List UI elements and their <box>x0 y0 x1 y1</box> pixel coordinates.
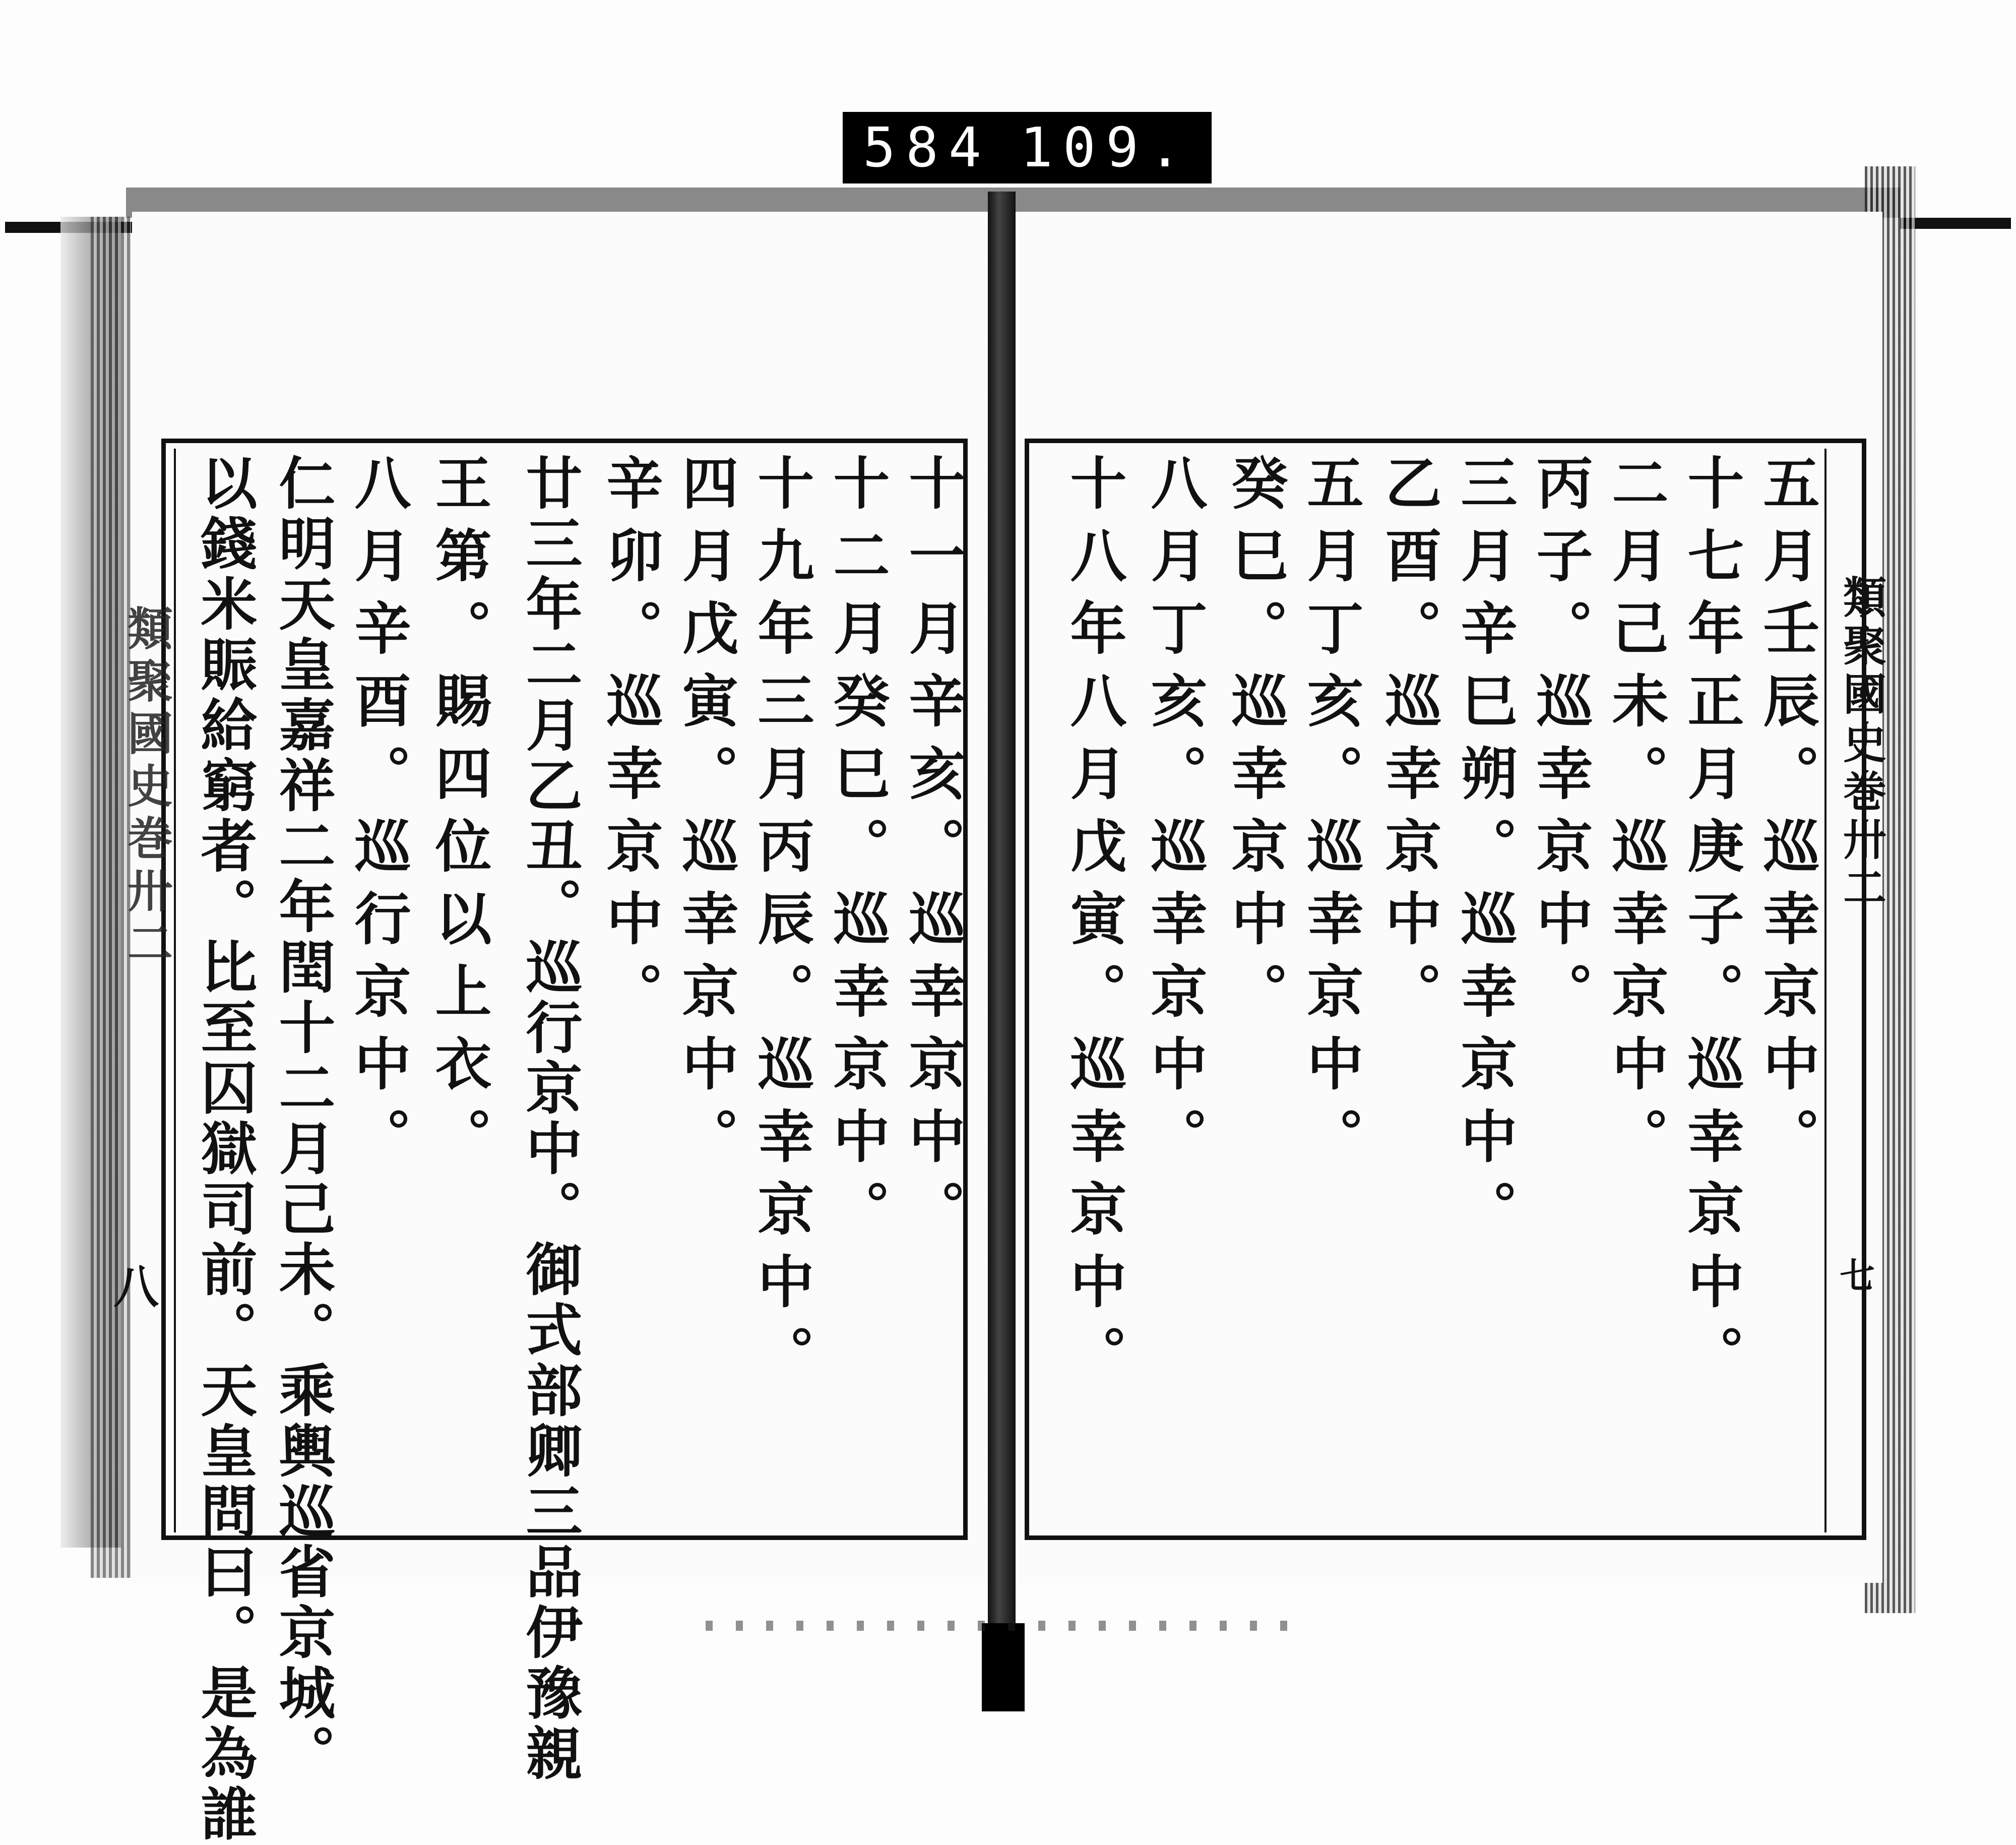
text-column: 八月辛酉。巡行京中。 <box>345 454 411 1180</box>
text-column: 癸巳。巡幸京中。 <box>1222 454 1288 1034</box>
right-inner-rule <box>1824 449 1826 1532</box>
text-column: 二月己未。巡幸京中。 <box>1603 454 1669 1180</box>
text-column: 十二月癸巳。巡幸京中。 <box>824 454 890 1252</box>
bottom-scan-marks <box>706 1621 1310 1631</box>
text-column: 五月丁亥。巡幸京中。 <box>1298 454 1364 1180</box>
text-column: 乙酉。巡幸京中。 <box>1376 454 1442 1034</box>
text-column: 十一月辛亥。巡幸京中。 <box>900 454 966 1252</box>
text-column: 十八年八月戊寅。巡幸京中。 <box>1061 454 1127 1397</box>
text-column: 廿三年二月乙丑。巡行京中。御式部卿三品伊豫親 <box>517 454 583 1785</box>
frame-number: 109. <box>1020 116 1191 179</box>
film-reel-label <box>843 112 1212 183</box>
text-column: 四月戊寅。巡幸京中。 <box>673 454 739 1180</box>
scan-rule-right <box>1900 218 2011 229</box>
text-column: 辛卯。巡幸京中。 <box>597 454 663 1034</box>
text-column: 三月辛巳朔。巡幸京中。 <box>1452 454 1518 1252</box>
spine-folio: 八 <box>113 1260 159 1314</box>
text-column: 十九年三月丙辰。巡幸京中。 <box>748 454 814 1397</box>
reel-number: 584 <box>863 116 992 179</box>
spine-title: 類聚國史巻卅二 <box>119 605 173 972</box>
text-column: 仁明天皇嘉祥二年閏十二月己未。乘輿巡省京城。 <box>270 454 336 1785</box>
book-gutter <box>988 192 1016 1704</box>
text-column: 五月壬辰。巡幸京中。 <box>1754 454 1820 1180</box>
page-folio: 七 <box>1840 1255 1875 1297</box>
text-column: 八月丁亥。巡幸京中。 <box>1142 454 1208 1180</box>
text-column: 丙子。巡幸京中。 <box>1527 454 1593 1034</box>
page-header-title: 類聚國史巻卅二 <box>1836 575 1886 913</box>
text-column: 十七年正月庚子。巡幸京中。 <box>1678 454 1744 1397</box>
gutter-shadow <box>982 1623 1025 1711</box>
text-column: 王第。賜四位以上衣。 <box>426 454 492 1180</box>
text-column: 以錢米賑給窮者。比至囚獄司前。天皇問曰。是為誰 <box>192 454 258 1845</box>
